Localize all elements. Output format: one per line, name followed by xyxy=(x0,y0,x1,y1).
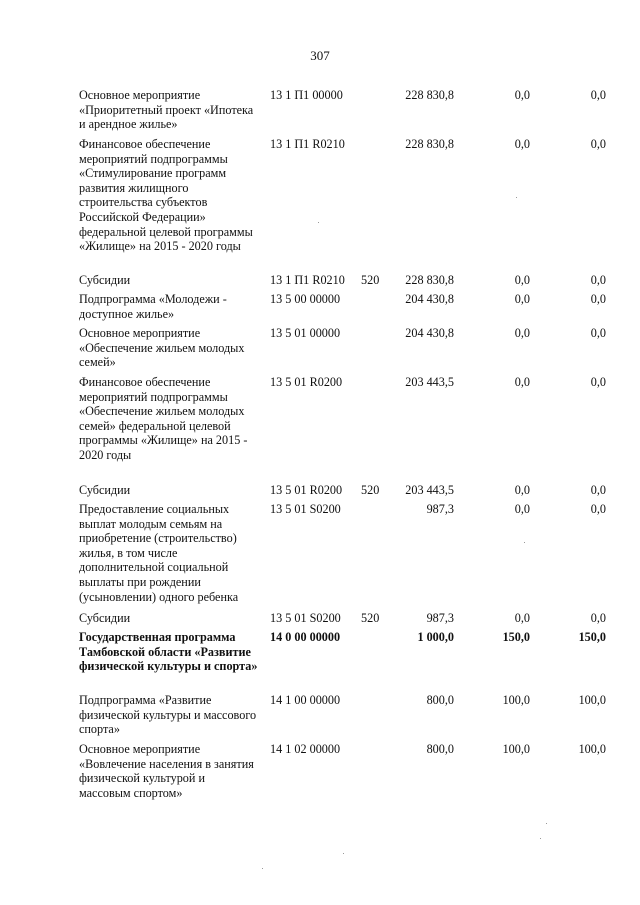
row-year2: 0,0 xyxy=(590,137,606,151)
row-year1: 0,0 xyxy=(514,611,530,625)
row-code: 13 1 П1 00000 xyxy=(270,88,343,102)
row-amount: 987,3 xyxy=(426,611,454,625)
row-year1: 100,0 xyxy=(502,742,530,756)
scan-speck xyxy=(540,838,541,839)
row-year2: 100,0 xyxy=(578,742,606,756)
row-code: 13 5 01 S0200 xyxy=(270,502,341,516)
scan-speck xyxy=(524,542,525,543)
row-name: Подпрограмма «Развитие физической культуры и массового спорта» xyxy=(79,693,257,737)
row-name: Подпрограмма «Молодежи - доступное жилье» xyxy=(79,292,227,321)
row-year1: 0,0 xyxy=(514,326,530,340)
row-year1: 100,0 xyxy=(502,693,530,707)
page-number: 307 xyxy=(310,48,330,63)
row-year1: 0,0 xyxy=(514,292,530,306)
row-code: 14 0 00 00000 xyxy=(270,630,341,644)
row-code: 13 5 01 00000 xyxy=(270,326,341,340)
row-name: Субсидии xyxy=(79,483,131,497)
row-amount: 203 443,5 xyxy=(405,483,454,497)
row-code: 13 5 01 R0200 xyxy=(270,375,343,389)
row-vr: 520 xyxy=(361,483,380,497)
row-code: 13 1 П1 R0210 xyxy=(270,273,345,287)
scan-speck xyxy=(343,853,344,854)
row-year2: 0,0 xyxy=(590,292,606,306)
row-year2: 0,0 xyxy=(590,502,606,516)
row-code: 14 1 00 00000 xyxy=(270,693,341,707)
row-amount: 987,3 xyxy=(426,502,454,516)
row-amount: 203 443,5 xyxy=(405,375,454,389)
scan-speck xyxy=(516,197,517,198)
row-year2: 0,0 xyxy=(590,483,606,497)
row-code: 13 5 01 S0200 xyxy=(270,611,341,625)
row-year1: 0,0 xyxy=(514,137,530,151)
row-code: 13 5 00 00000 xyxy=(270,292,341,306)
row-name: Субсидии xyxy=(79,611,131,625)
row-name: Основное мероприятие «Приоритетный проект «Ипотека и арендное жилье» xyxy=(79,88,254,132)
row-year2: 0,0 xyxy=(590,88,606,102)
row-name: Финансовое обеспечение мероприятий подпрограммы «Стимулирование программ развития жилищного строительства субъектов Российской Федерации» федеральной целевой программы «Жилище» на 2015 - 2020 годы xyxy=(79,137,253,254)
scan-speck xyxy=(546,823,547,824)
row-year1: 0,0 xyxy=(514,375,530,389)
row-year2: 100,0 xyxy=(578,693,606,707)
row-amount: 228 830,8 xyxy=(405,88,454,102)
row-name: Основное мероприятие «Вовлечение населения в занятия физической культурой и массовым спортом» xyxy=(79,742,254,800)
row-amount: 228 830,8 xyxy=(405,273,454,287)
scan-speck xyxy=(318,222,319,223)
row-vr: 520 xyxy=(361,273,380,287)
row-year1: 0,0 xyxy=(514,502,530,516)
row-name: Предоставление социальных выплат молодым семьям на приобретение (строительство) жилья, в том числе дополнительной социальной выплаты при рождении (усыновлении) одного ребенка xyxy=(79,502,239,604)
row-year1: 150,0 xyxy=(502,630,530,644)
row-year2: 0,0 xyxy=(590,611,606,625)
scan-speck xyxy=(262,868,263,869)
row-code: 14 1 02 00000 xyxy=(270,742,341,756)
row-year1: 0,0 xyxy=(514,88,530,102)
row-year2: 0,0 xyxy=(590,273,606,287)
row-amount: 800,0 xyxy=(426,693,454,707)
row-amount: 228 830,8 xyxy=(405,137,454,151)
row-year2: 0,0 xyxy=(590,375,606,389)
row-name: Государственная программа Тамбовской области «Развитие физической культуры и спорта» xyxy=(79,630,258,674)
row-amount: 204 430,8 xyxy=(405,292,454,306)
row-amount: 800,0 xyxy=(426,742,454,756)
row-year2: 0,0 xyxy=(590,326,606,340)
row-year2: 150,0 xyxy=(578,630,606,644)
row-year1: 0,0 xyxy=(514,273,530,287)
row-name: Субсидии xyxy=(79,273,131,287)
row-name: Основное мероприятие «Обеспечение жильем молодых семей» xyxy=(79,326,245,370)
row-name: Финансовое обеспечение мероприятий подпрограммы «Обеспечение жильем молодых семей» федеральной целевой программы «Жилище» на 2015 - 2020 годы xyxy=(79,375,248,462)
row-code: 13 5 01 R0200 xyxy=(270,483,343,497)
row-year1: 0,0 xyxy=(514,483,530,497)
row-vr: 520 xyxy=(361,611,380,625)
row-amount: 204 430,8 xyxy=(405,326,454,340)
row-amount: 1 000,0 xyxy=(417,630,454,644)
row-code: 13 1 П1 R0210 xyxy=(270,137,345,151)
